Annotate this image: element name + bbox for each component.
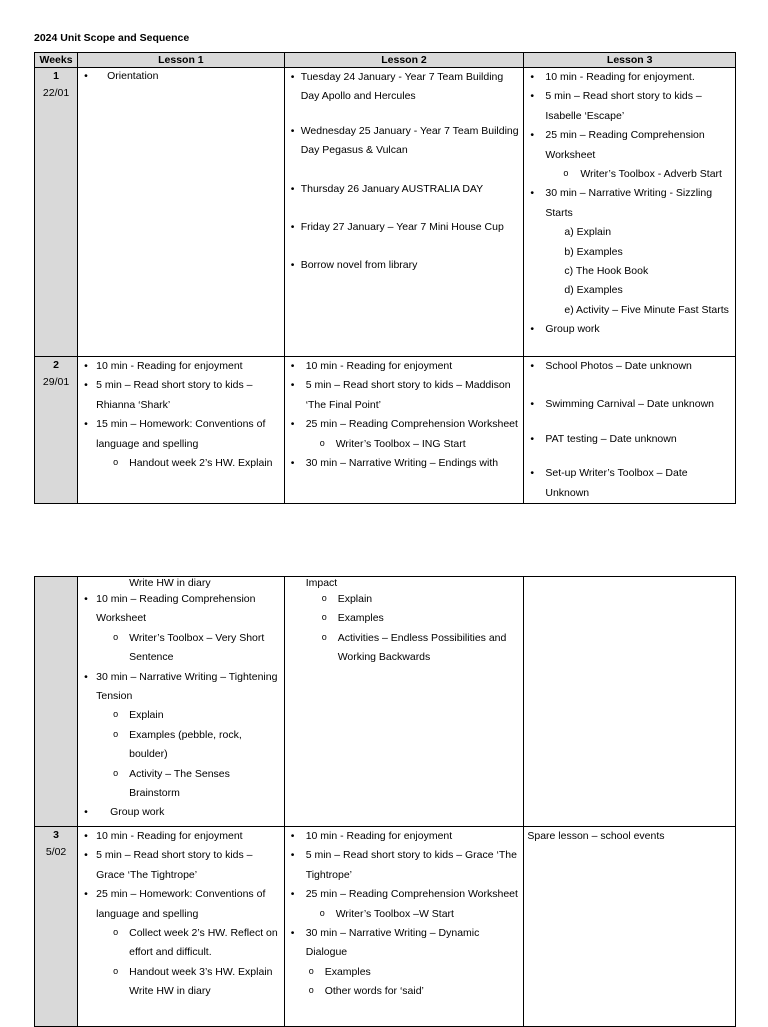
lesson-2-cell [284,827,524,1027]
list-item: • Group work [81,803,281,822]
list-item: • 30 min – Narrative Writing – Tightening Tension [81,668,281,707]
list-item: • 5 min – Read short story to kids – Grace ‘The Tightrope’ [81,846,281,885]
sub-list-item: o Examples (pebble, rock, boulder) [81,726,281,765]
week-number: 1 [53,70,59,82]
list-item: • 25 min – Reading Comprehension Worksheet [527,126,732,165]
sub-list-item: d) Examples [564,284,623,297]
lesson-2-cell [284,68,524,357]
list-item: • 25 min – Reading Comprehension Worksheet [288,885,521,904]
sub-list-item: o Handout week 3’s HW. Explain [81,963,281,982]
week-date: 5/02 [45,846,67,858]
list-item: • 10 min – Reading Comprehension Worksheet [81,590,281,629]
schedule-table-part-2 [34,576,736,1027]
list-item: Write HW in diary [129,577,211,589]
list-item: • 5 min – Read short story to kids – Rhianna ‘Shark’ [81,376,281,415]
list-item: • 5 min – Read short story to kids – Isabelle ‘Escape’ [527,87,732,126]
list-item: • 25 min – Homework: Conventions of language and spelling [81,885,281,924]
sub-list-item: o Writer’s Toolbox – Very Short Sentence [81,629,281,668]
list-item: • 30 min – Narrative Writing – Dynamic Dialogue [288,924,521,963]
lesson-1-cell [78,357,285,504]
list-item: • PAT testing – Date unknown [527,430,732,449]
sub-list-item: o Writer’s Toolbox –W Start [288,905,521,924]
list-item: • School Photos – Date unknown [527,357,732,376]
sub-list-item: c) The Hook Book [564,265,649,278]
list-item: • 10 min - Reading for enjoyment [81,357,281,376]
sub-list-item: o Activities – Endless Possibilities and Working Backwards [288,629,521,668]
list-item: • Set-up Writer’s Toolbox – Date Unknown [527,464,732,503]
lesson-1-cell [78,827,285,1027]
table-header-row [35,53,736,68]
lesson-3-cell [524,827,736,1027]
sub-list-item: o Explain [81,706,281,725]
sub-list-item: a) Explain [564,226,612,239]
lesson-2-cell [284,577,524,827]
sub-list-item: o Examples [288,609,521,628]
list-item: • Swimming Carnival – Date unknown [527,395,732,414]
list-item: • 5 min – Read short story to kids – Maddison ‘The Final Point’ [288,376,521,415]
week-number: 3 [53,829,59,841]
table-row-week-3 [35,827,736,1027]
lesson-2-cell [284,357,524,504]
lesson-3-cell [524,577,736,827]
list-item: • Borrow novel from library [288,256,521,275]
week-cell [35,68,78,357]
list-item: • 25 min – Reading Comprehension Worksheet [288,415,521,434]
list-item: • Tuesday 24 January - Year 7 Team Building Day Apollo and Hercules [288,68,521,107]
list-item: • 30 min – Narrative Writing - Sizzling Starts [527,184,732,223]
sub-list-item: o Collect week 2’s HW. Reflect on effort and difficult. [81,924,281,963]
list-item: • Orientation [81,68,281,85]
sub-list-item: e) Activity – Five Minute Fast Starts [564,303,729,316]
list-item: • 30 min – Narrative Writing – Endings with [288,454,521,473]
week-cell [35,357,78,504]
sub-list-item: b) Examples [564,245,623,258]
list-item: • Thursday 26 January AUSTRALIA DAY [288,180,521,199]
list-item: • 10 min - Reading for enjoyment. [527,68,732,87]
sub-list-item: o Activity – The Senses Brainstorm [81,765,281,804]
page-title: 2024 Unit Scope and Sequence [34,32,190,44]
sub-list-item: o Writer’s Toolbox - Adverb Start [527,165,732,184]
lesson-1-cell [78,577,285,827]
week-cell [35,577,78,827]
sub-list-item: o Examples [288,963,521,982]
week-date: 29/01 [42,376,70,388]
list-item: • 5 min – Read short story to kids – Grace ‘The Tightrope’ [288,846,521,885]
lesson-1-cell [78,68,285,357]
header-lesson-2: Lesson 2 [284,53,524,68]
header-lesson-3: Lesson 3 [524,53,736,68]
list-item: • 10 min - Reading for enjoyment [288,827,521,846]
header-lesson-1: Lesson 1 [78,53,285,68]
lesson-3-cell [524,357,736,504]
list-item: Impact [305,577,338,589]
table-row-week-2 [35,357,736,504]
table-row-week-2-continued [35,577,736,827]
table-row-week-1 [35,68,736,357]
week-cell [35,827,78,1027]
sub-list-item: o Other words for ‘said’ [288,982,521,1001]
list-item: • Wednesday 25 January - Year 7 Team Building Day Pegasus & Vulcan [288,122,521,161]
list-item: • Friday 27 January – Year 7 Mini House Cup [288,218,521,237]
list-item: • 15 min – Homework: Conventions of language and spelling [81,415,281,454]
list-item: • 10 min - Reading for enjoyment [81,827,281,846]
cell-text: Spare lesson – school events [527,830,665,842]
sub-list-item: o Handout week 2’s HW. Explain [81,454,281,473]
schedule-table-part-1 [34,52,736,504]
sub-list-item: o Writer’s Toolbox – ING Start [288,435,521,454]
week-number: 2 [53,359,59,371]
list-item: Write HW in diary [129,985,211,998]
week-date: 22/01 [42,87,70,99]
lesson-3-cell [524,68,736,357]
list-item: • 10 min - Reading for enjoyment [288,357,521,376]
header-weeks: Weeks [35,53,78,68]
list-item: • Group work [527,320,732,339]
sub-list-item: o Explain [288,590,521,609]
